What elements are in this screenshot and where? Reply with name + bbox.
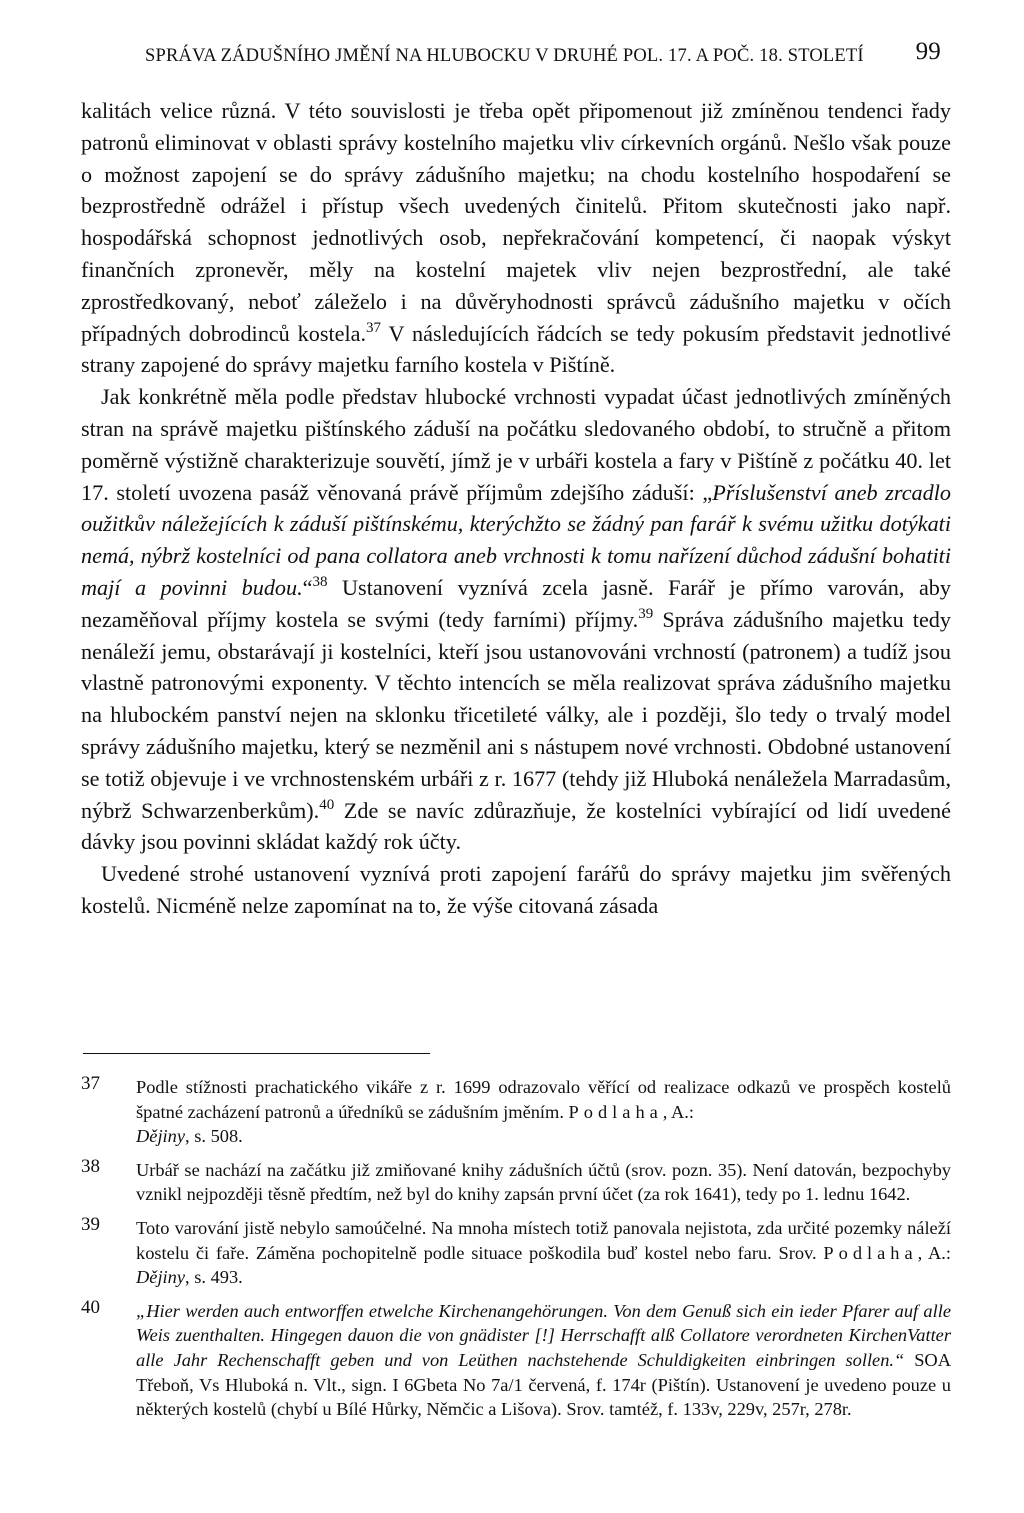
footnote-ref-39: 39	[638, 605, 654, 622]
footnote-39	[81, 1213, 951, 1290]
footnote-ref-37: 37	[366, 319, 382, 336]
quote-close-mark: “	[302, 574, 313, 600]
running-title: SPRÁVA ZÁDUŠNÍHO JMĚNÍ NA HLUBOCKU V DRUHÉ POL. 17. A POČ. 18. STOLETÍ	[145, 46, 864, 66]
footnote-author: Podlaha	[568, 1101, 663, 1122]
footnote-text: SOA Třeboň, Vs Hluboká n. Vlt., sign. I 6Gbeta No 7a/1 červená, f. 174r (Pištín). Ustanovení je uvedeno pouze u některých kostelů (chybí u Bílé Hůrky, Němčic a Lišova). Srov. tamtéž, f. 133v, 229v, 257r, 278r.	[136, 1349, 951, 1420]
footnote-ref-40: 40	[319, 796, 335, 813]
paragraph-3: Uvedené strohé ustanovení vyznívá proti zapojení farářů do správy majetku jim svěřených kostelů. Nicméně nelze zapomínat na to, že výše citovaná zásada	[81, 861, 951, 918]
urbar-quote: Příslušenství aneb zrcadlo oužitkův náležejících k záduší pištínskému, kterýchžto se žádný pan farář k svému užitku dotýkati nemá, nýbrž kostelníci od pana collatora aneb vrchnosti k tomu nařízení důchod zádušní bohatiti mají a povinni budou.	[81, 479, 952, 600]
paragraph-2-text-b: Ustanovení vyznívá zcela jasně. Farář je přímo varován, aby nezaměňoval příjmy kostela se svými (tedy farními) příjmy.	[81, 574, 951, 632]
footnote-text: Urbář se nachází na začátku již zmiňované knihy zádušních účtů (srov. pozn. 35). Není datován, bezpochyby vznikl nejpozději těsně předtím, než byl do knihy zapsán první účet (za rok 1641), tedy po 1. lednu 1642.	[136, 1159, 951, 1205]
paragraph-1	[81, 95, 951, 381]
footnote-number: 37	[81, 1073, 100, 1094]
page-number: 99	[915, 38, 941, 65]
footnote-38	[81, 1155, 951, 1207]
footnote-number: 40	[81, 1296, 100, 1318]
footnote-text: Podle stížnosti prachatického vikáře z r. 1699 odrazovalo věřící od realizace odkazů ve prospěch kostelů špatné zacházení patronů a úředníků se zádušním jměním.	[136, 1077, 951, 1122]
paragraph-2	[81, 381, 951, 858]
paragraph-2-text-a: Jak konkrétně měla podle představ hlubocké vrchnosti vypadat účast jednotlivých zmíněných stran na správě majetku pištínského záduší na počátku sledovaného období, to stručně a přitom poměrně výstižně charakterizuje souvětí, jímž je v urbáři kostela a fary v Pištíně z počátku 40. let 17. století uvozena pasáž věnovaná právě příjmům zdejšího záduší: „	[81, 384, 951, 505]
paragraph-1-text-a: kalitách velice různá. V této souvislosti je třeba opět připomenout již zmíněnou tendenci řady patronů eliminovat v oblasti správy kostelního majetku vliv církevních orgánů. Nešlo však pouze o možnost zapojení se do správy zádušního majetku; na chodu kostelního hospodaření se bezprostředně odrážel i přístup všech uvedených činitelů. Přitom skutečnosti jako např. hospodářská schopnost jednotlivých osob, nepřekračování kompetencí, či naopak výskyt finančních zpronevěr, měly na kostelní majetek vliv nejen bezprostřední, ale také zprostředkovaný, neboť záleželo i na důvěryhodnosti správců zádušního majetku v očích případných dobrodinců kostela.	[81, 98, 951, 346]
running-header	[145, 38, 955, 72]
footnote-number: 39	[81, 1213, 100, 1235]
footnote-work-title: Dějiny	[136, 1126, 186, 1147]
footnotes	[81, 1075, 951, 1431]
footnote-40	[81, 1296, 951, 1422]
footnote-text: , A.:	[917, 1242, 951, 1263]
footnote-author: Podlaha	[823, 1242, 918, 1263]
footnote-work-title: Dějiny	[136, 1267, 186, 1288]
footnote-text: , s. 493.	[185, 1267, 243, 1288]
main-text	[81, 95, 951, 922]
footnote-37	[81, 1075, 951, 1149]
footnote-divider	[83, 1053, 430, 1054]
footnote-text: Toto varování jistě nebylo samoúčelné. Na mnoha místech totiž panovala nejistota, zda určité pozemky náleží kostelu či faře. Záměna pochopitelně podle situace poškodila buď kostel nebo faru. Srov.	[136, 1217, 951, 1263]
paragraph-1-text-b: V následujících řádcích se tedy pokusím představit jednotlivé strany zapojené do správy majetku farního kostela v Pištíně.	[81, 320, 951, 378]
footnote-number: 38	[81, 1155, 100, 1177]
footnote-ref-38: 38	[312, 573, 328, 590]
paragraph-2-text-d: Zde se navíc zdůrazňuje, že kostelníci vybírající od lidí uvedené dávky jsou povinni skládat každý rok účty.	[81, 797, 951, 855]
paragraph-2-text-c: Správa zádušního majetku tedy nenáleží jemu, obstarávají ji kostelníci, kteří jsou ustanovováni vrchností (patronem) a tudíž jsou vlastně patronovými exponenty. V těchto intencích se měla realizovat správa zádušního majetku na hlubockém panství nejen na sklonku třicetileté války, ale i později, šlo tedy o trvalý model správy zádušního majetku, který se nezměnil ani s nástupem nové vrchnosti. Obdobné ustanovení se totiž objevuje i ve vrchnostenském urbáři z r. 1677 (tehdy již Hluboká nenáležela Marradasům, nýbrž Schwarzenberkům).	[81, 606, 951, 823]
footnote-text: , A.:	[662, 1101, 694, 1122]
footnote-text: , s. 508.	[185, 1126, 243, 1147]
footnote-german-quote: „Hier werden auch entworffen etwelche Kirchenangehörungen. Von dem Genuß sich ein ieder Pfarer auf alle Weis zuenthalten. Hingegen dauon die von gnädister [!] Herrschafft alß Collatore verordneten KirchenVatter alle Jahr Rechenschafft geben und von Leüthen nachstehende Schuldigkeiten einbringen sollen.“	[136, 1300, 951, 1370]
